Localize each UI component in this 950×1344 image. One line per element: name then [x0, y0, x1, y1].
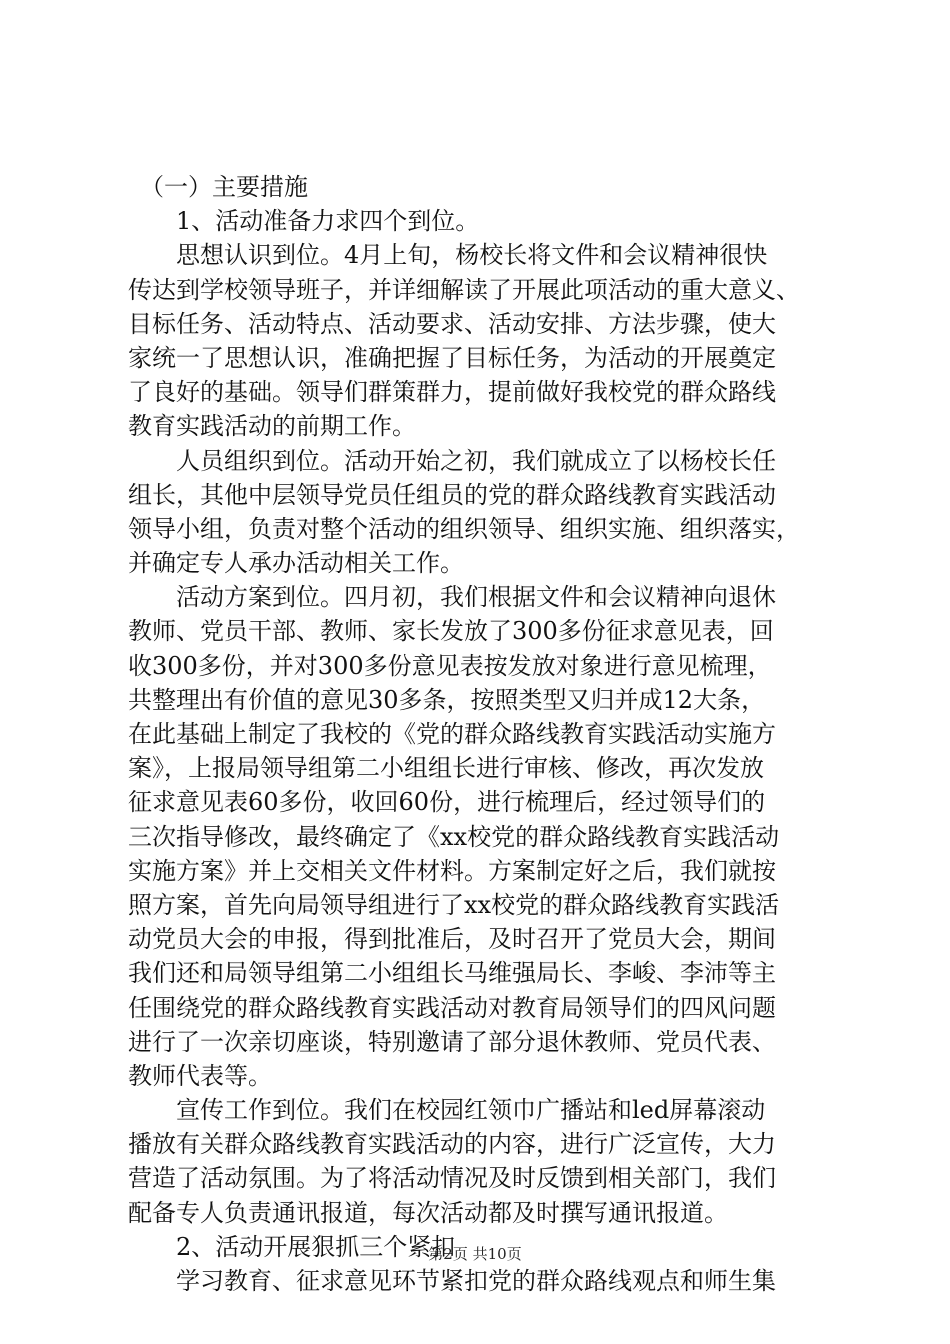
- paragraph-line: 实施方案》并上交相关文件材料。方案制定好之后，我们就按: [128, 856, 776, 885]
- paragraph-line: 组长，其他中层领导党员任组员的党的群众路线教育实践活动: [128, 480, 776, 509]
- paragraph-line: 任围绕党的群众路线教育实践活动对教育局领导们的四风问题: [128, 993, 776, 1022]
- paragraph-line: 动党员大会的申报，得到批准后，及时召开了党员大会，期间: [128, 925, 776, 954]
- paragraph-line: 征求意见表60多份，收回60份，进行梳理后，经过领导们的: [128, 788, 766, 817]
- paragraph-line: 家统一了思想认识，准确把握了目标任务，为活动的开展奠定: [128, 343, 776, 372]
- paragraph-line: 营造了活动氛围。为了将活动情况及时反馈到相关部门，我们: [128, 1164, 776, 1193]
- section-heading: （一）主要措施: [128, 173, 308, 201]
- paragraph-line: 我们还和局领导组第二小组组长马维强局长、李峻、李沛等主: [128, 959, 776, 988]
- paragraph-line: 了良好的基础。领导们群策群力，提前做好我校党的群众路线: [128, 378, 776, 407]
- paragraph-line: 案》，上报局领导组第二小组组长进行审核、修改，再次发放: [128, 754, 764, 783]
- paragraph-line: 共整理出有价值的意见30多条，按照类型又归并成12大条，: [128, 685, 766, 714]
- paragraph-line: 照方案，首先向局领导组进行了xx校党的群众路线教育实践活: [128, 890, 780, 919]
- subsection-heading: 2、活动开展狠抓三个紧扣: [128, 1232, 456, 1261]
- paragraph-line: 学习教育、征求意见环节紧扣党的群众路线观点和师生集: [128, 1267, 776, 1295]
- paragraph-line: 播放有关群众路线教育实践活动的内容，进行广泛宣传，大力: [128, 1130, 776, 1159]
- paragraph-line: 宣传工作到位。我们在校园红领巾广播站和led屏幕滚动: [128, 1096, 766, 1125]
- subsection-heading: 1、活动准备力求四个到位。: [128, 207, 480, 236]
- paragraph-line: 活动方案到位。四月初，我们根据文件和会议精神向退休: [128, 583, 776, 612]
- paragraph-line: 人员组织到位。活动开始之初，我们就成立了以杨校长任: [128, 446, 776, 475]
- paragraph-line: 思想认识到位。4月上旬，杨校长将文件和会议精神很快: [128, 241, 768, 270]
- page-number-footer: 第2页 共10页: [428, 1245, 522, 1263]
- paragraph-line: 教育实践活动的前期工作。: [128, 412, 416, 441]
- paragraph-line: 并确定专人承办活动相关工作。: [128, 549, 464, 578]
- paragraph-line: 配备专人负责通讯报道，每次活动都及时撰写通讯报道。: [128, 1198, 728, 1227]
- paragraph-line: 领导小组，负责对整个活动的组织领导、组织实施、组织落实，: [128, 514, 800, 543]
- paragraph-line: 进行了一次亲切座谈，特别邀请了部分退休教师、党员代表、: [128, 1027, 776, 1056]
- paragraph-line: 教师代表等。: [128, 1061, 272, 1090]
- paragraph-line: 目标任务、活动特点、活动要求、活动安排、方法步骤，使大: [128, 309, 776, 338]
- paragraph-line: 三次指导修改，最终确定了《xx校党的群众路线教育实践活动: [128, 822, 780, 851]
- paragraph-line: 教师、党员干部、教师、家长发放了300多份征求意见表，回: [128, 617, 774, 646]
- paragraph-line: 传达到学校领导班子，并详细解读了开展此项活动的重大意义、: [128, 275, 800, 304]
- paragraph-line: 在此基础上制定了我校的《党的群众路线教育实践活动实施方: [128, 720, 776, 748]
- document-body: [128, 170, 824, 1298]
- paragraph-line: 收300多份，并对300多份意见表按发放对象进行意见梳理，: [128, 651, 772, 680]
